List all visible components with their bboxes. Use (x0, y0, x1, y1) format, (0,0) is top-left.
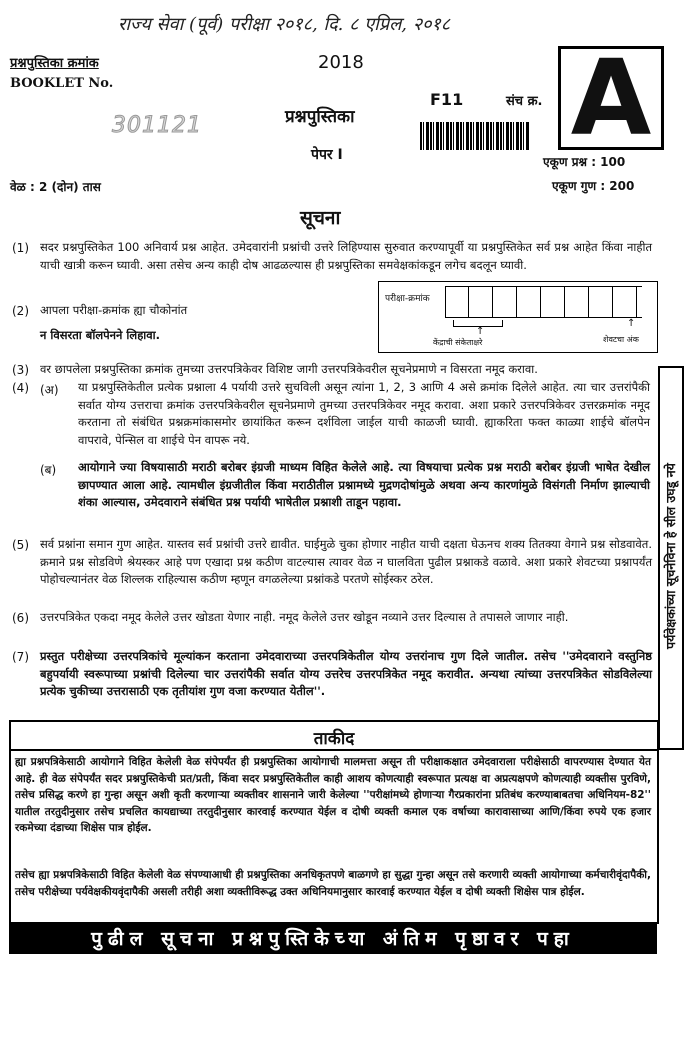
instruction-5-number: (5) (12, 538, 29, 552)
exam-cell[interactable] (566, 287, 589, 317)
exam-number-cells[interactable] (445, 286, 642, 318)
instruction-4-number: (4) (12, 381, 29, 395)
instruction-7-number: (7) (12, 650, 29, 664)
instruction-3-number: (3) (12, 363, 29, 377)
instruction-7-text: प्रस्तुत परीक्षेच्या उत्तरपत्रिकांचे मूल्यांकन करताना उमेदवाराच्या उत्तरपत्रिकेतील योग्य उत्तरांनाच गुण दिले जातील. तसेच ''उमेदवाराने वस्तुनिष्ठ बहुपर्यायी स्वरूपाच्या प्रश्नांची दिलेल्या चार उत्तरांपैकी सर्वात योग्य उत्तरेच उत्तरपत्रिकेत नमूद करावीत. अन्यथा त्यांच्या उत्तरपत्रिकेत सोडविलेल्या प्रत्येक चुकीच्या उत्तरासाठी एक तृतीयांश गुण वजा करण्यात येतील''. (40, 649, 652, 698)
total-questions: एकूण प्रश्न : 100 (543, 155, 626, 169)
booklet-label-english: BOOKLET No. (10, 76, 114, 91)
exam-number-panel (378, 281, 658, 353)
booklet-label-marathi: प्रश्नपुस्तिका क्रमांक (10, 56, 99, 71)
barcode (420, 122, 530, 150)
instruction-2-text2: न विसरता बॉलपेनने लिहावा. (40, 328, 161, 342)
instruction-4b-sub: (ब) (40, 463, 57, 477)
set-letter: A (570, 37, 652, 159)
warning-title: ताकीद (313, 729, 355, 749)
warning-divider (11, 749, 657, 751)
instruction-1-text: सदर प्रश्नपुस्तिकेत 100 अनिवार्य प्रश्न आहेत. उमेदवारांनी प्रश्नांची उत्तरे लिहिण्यास सुरुवात करण्यापूर्वी या प्रश्नपुस्तिकेत सर्व प्रश्न आहेत किंवा नाहीत याची खात्री करून घ्यावी. असा तसेच अन्य काही दोष आढळल्यास ही प्रश्नपुस्तिका समवेक्षकांकडून लगेच बदलून घ्यावी. (40, 240, 652, 272)
exam-cell[interactable] (614, 287, 637, 317)
exam-cell[interactable] (590, 287, 613, 317)
up-arrow-icon: ↑ (476, 326, 485, 337)
set-label: संच क्र. (506, 94, 543, 109)
total-marks: एकूण गुण : 200 (552, 179, 635, 193)
instruction-5-text: सर्व प्रश्नांना समान गुण आहेत. यास्तव सर्व प्रश्नांची उत्तरे द्यावीत. घाईमुळे चुका होणार नाहीत याची दक्षता घेऊनच शक्य तितक्या वेगाने प्रश्न सोडवावेत. क्रमाने प्रश्न सोडविणे श्रेयस्कर आहे पण एखादा प्रश्न कठीण वाटल्यास त्यावर वेळ न घालविता पुढील प्रश्नाकडे वळावे. अशा प्रकारे शेवटच्या प्रश्नापर्यंत पोहोचल्यानंतर वेळ शिल्लक राहिल्यास कठीण म्हणून वगळलेल्या प्रश्नांकडे परतणे सोईस्कर ठरेल. (40, 537, 652, 586)
exam-cell[interactable] (494, 287, 517, 317)
footer-notice: पुढील सूचना प्रश्नपुस्तिकेच्या अंतिम पृष्ठावर पहा (9, 924, 657, 954)
set-letter-box (558, 37, 664, 159)
instruction-4a-text: या प्रश्नपुस्तिकेतील प्रत्येक प्रश्नाला 4 पर्यायी उत्तरे सुचविली असून त्यांना 1, 2, 3 आणि 4 असे क्रमांक दिलेले आहेत. त्या चार उत्तरांपैकी सर्वात योग्य उत्तराचा क्रमांक उत्तरपत्रिकेवरील सूचनेप्रमाणे तुमच्या उत्तरपत्रिकेवर नमूद करावा. अशा प्रकारे उत्तरपत्रिकेवर उत्तरक्रमांक नमूद करताना तो संबंधित प्रश्नक्रमांकासमोर छायांकित करून दर्शविला जाईल याची काळजी घ्यावी. ह्याकरिता फक्त काळ्या शाईचे बॉलपेन वापरावे, पेन्सिल वा शाईचे पेन वापरू नये. (78, 380, 650, 447)
warning-paragraph-1: ह्या प्रश्नपत्रिकेसाठी आयोगाने विहित केलेली वेळ संपेपर्यंत ही प्रश्नपुस्तिका आयोगाची मालमत्ता असून ती परीक्षाकक्षात उमेदवाराला परीक्षेसाठी वापरण्यास देण्यात येत आहे. ही वेळ संपेपर्यंत सदर प्रश्नपुस्तिकेची प्रत/प्रती, किंवा सदर प्रश्नपुस्तिकेतील काही आशय कोणत्याही स्वरूपात प्रत्यक्ष वा अप्रत्यक्षपणे कोणत्याही व्यक्तीस पुरविणे, तसेच प्रसिद्ध करणे हा गुन्हा असून अशी कृती करणाऱ्या व्यक्तीवर शासनाने जारी केलेल्या ''परीक्षांमध्ये होणाऱ्या गैरप्रकारांना प्रतिबंध करण्याबाबतचा अधिनियम-82'' यातील तरतुदीनुसार तसेच प्रचलित कायद्याच्या तरतुदीनुसार कारवाई करण्यात येईल व दोषी व्यक्ती कमाल एक वर्षाच्या कारावासाच्या आणि/किंवा रुपये एक हजार रकमेच्या दंडाच्या शिक्षेस पात्र होईल. (15, 756, 651, 834)
instruction-4b-text: आयोगाने ज्या विषयासाठी मराठी बरोबर इंग्रजी माध्यम विहित केलेले आहे. त्या विषयाचा प्रत्येक प्रश्न मराठी बरोबर इंग्रजी भाषेत देखील छापण्यात आला आहे. त्यामधील इंग्रजीतील किंवा मराठीतील प्रश्नामध्ये मुद्रणदोषांमुळे अथवा अन्य कारणांमुळे विसंगती निर्माण झाल्याची शंका आल्यास, उमेदवाराने संबंधित प्रश्न पर्यायी भाषेतील प्रश्नाशी ताडून पहावा. (78, 460, 650, 509)
exam-year: 2018 (318, 52, 364, 73)
booklet-number-stamp: 301121 (112, 113, 202, 138)
exam-cell[interactable] (518, 287, 541, 317)
instruction-6-text: उत्तरपत्रिकेत एकदा नमूद केलेले उत्तर खोडता येणार नाही. नमूद केलेले उत्तर खोडून नव्याने उत्तर दिल्यास ते तपासले जाणार नाही. (40, 610, 569, 624)
warning-box (9, 720, 659, 924)
exam-number-label: परीक्षा-क्रमांक (385, 294, 430, 304)
seal-strip (658, 366, 684, 750)
last-digit-label: शेवटचा अंक (603, 335, 639, 344)
instruction-6-number: (6) (12, 611, 29, 625)
exam-cell[interactable] (542, 287, 565, 317)
instructions-title: सूचना (300, 207, 341, 229)
seal-warning-text: पर्यवेक्षकांच्या सूचनेविना हे सील उघडू नये (663, 463, 678, 649)
up-arrow-icon: ↑ (627, 318, 636, 329)
instruction-4a-sub: (अ) (40, 383, 59, 397)
instruction-1-number: (1) (12, 241, 29, 255)
instruction-2-text: आपला परीक्षा-क्रमांक ह्या चौकोनांत (40, 303, 188, 317)
paper-label: पेपर I (311, 147, 343, 163)
series-code: F11 (430, 90, 464, 109)
handwritten-header: राज्य सेवा (पूर्व) परीक्षा २०१८, दि. ८ एप्रिल, २०१८ (118, 14, 451, 35)
exam-cell[interactable] (446, 287, 469, 317)
booklet-title: प्रश्नपुस्तिका (285, 107, 355, 127)
warning-paragraph-2: तसेच ह्या प्रश्नपत्रिकेसाठी विहित केलेली वेळ संपण्याआधी ही प्रश्नपुस्तिका अनधिकृतपणे बाळगणे हा सुद्धा गुन्हा असून तसे करणारी व्यक्ती आयोगाच्या कर्मचारीवृंदापैकी, तसेच परीक्षेच्या पर्यवेक्षकीयवृंदापैकी असली तरीही अशा व्यक्तीविरूद्ध उक्त अधिनियमानुसार कारवाई करण्यात येईल व दोषी व्यक्ती शिक्षेस पात्र होईल. (15, 869, 651, 898)
instruction-3-text: वर छापलेला प्रश्नपुस्तिका क्रमांक तुमच्या उत्तरपत्रिकेवर विशिष्ट जागी उत्तरपत्रिकेवरील सूचनेप्रमाणे न विसरता नमूद करावा. (40, 362, 538, 376)
instruction-2-number: (2) (12, 304, 29, 318)
time-allowed: वेळ : 2 (दोन) तास (10, 180, 101, 194)
exam-cell[interactable] (470, 287, 493, 317)
center-code-label: केंद्राची संकेताक्षरे (433, 338, 483, 347)
